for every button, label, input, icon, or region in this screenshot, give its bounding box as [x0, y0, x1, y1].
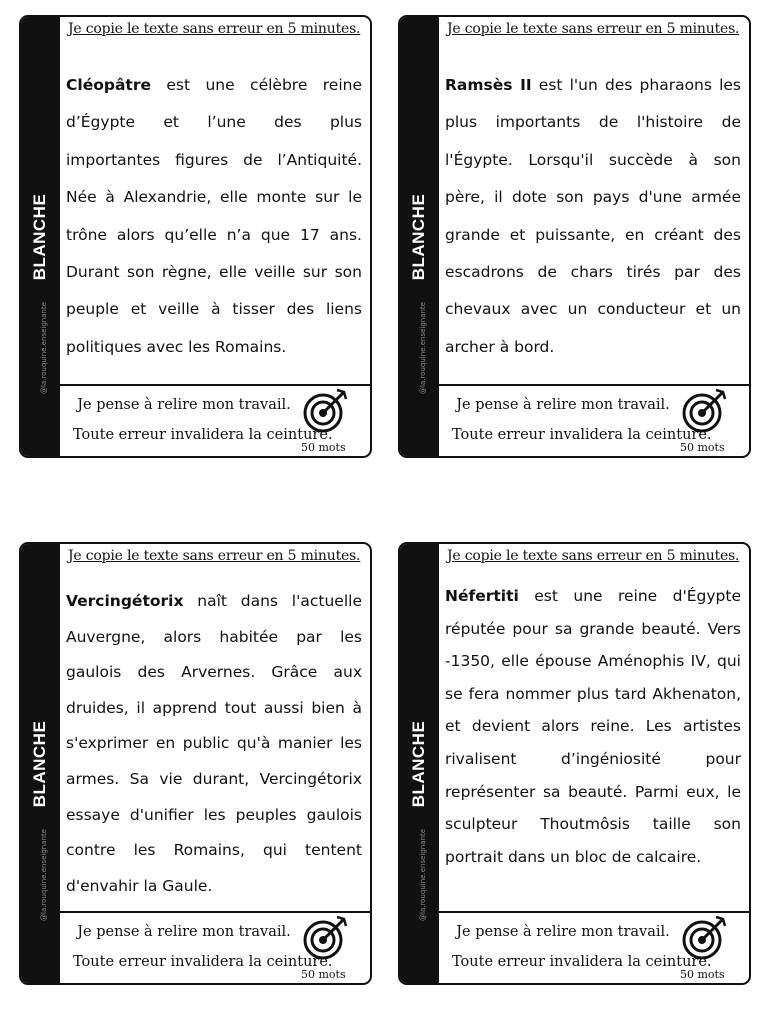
level-band — [21, 17, 60, 456]
reminder-line-2: Toute erreur invalidera la ceinture. — [73, 954, 333, 970]
card-title: Je copie le texte sans erreur en 5 minutes. — [68, 21, 361, 37]
card-text — [445, 67, 741, 366]
target-icon — [680, 387, 728, 435]
band-label: BLANCHE — [409, 193, 428, 280]
band-label: BLANCHE — [30, 720, 49, 807]
word-count: 50 mots — [301, 441, 346, 454]
reminder-line-1: Je pense à relire mon travail. — [77, 924, 291, 940]
reminder-line-1: Je pense à relire mon travail. — [77, 397, 291, 413]
subject-name: Vercingétorix — [66, 592, 184, 610]
word-count: 50 mots — [301, 968, 346, 981]
card-text — [66, 584, 362, 904]
reminder-line-2: Toute erreur invalidera la ceinture. — [452, 954, 712, 970]
card-nefertiti — [398, 542, 751, 985]
passage-text: naît dans l'actuelle Auvergne, alors habitée par les gaulois des Arvernes. Grâce aux druides, il apprend tout aussi bien à s'exprimer en public qu'à manier les armes. Sa vie durant, Vercingétorix essaye d'unifier les peuples gaulois contre les Romains, qui tentent d'envahir la Gaule. — [66, 592, 362, 895]
level-band — [400, 544, 439, 983]
card-text — [445, 580, 741, 873]
level-band — [400, 17, 439, 456]
reminder-line-2: Toute erreur invalidera la ceinture. — [73, 427, 333, 443]
level-band — [21, 544, 60, 983]
author-credit: @la.rouquine.enseignante — [419, 829, 427, 921]
author-credit: @la.rouquine.enseignante — [40, 829, 48, 921]
subject-name: Cléopâtre — [66, 76, 151, 94]
author-credit: @la.rouquine.enseignante — [419, 302, 427, 394]
passage-text: est l'un des pharaons les plus importants de l'histoire de l'Égypte. Lorsqu'il succède à son père, il dote son pays d'une armée grande et puissante, en créant des escadrons de chars tirés par des chevaux avec un conducteur et un archer à bord. — [445, 76, 741, 356]
subject-name: Néfertiti — [445, 587, 519, 605]
author-credit: @la.rouquine.enseignante — [40, 302, 48, 394]
card-ramses — [398, 15, 751, 458]
reminder-line-2: Toute erreur invalidera la ceinture. — [452, 427, 712, 443]
footer-divider — [60, 384, 370, 386]
passage-text: est une reine d'Égypte réputée pour sa grande beauté. Vers -1350, elle épouse Aménophis IV, qui se fera nommer plus tard Akhenaton, et devient alors reine. Les artistes rivalisent d’ingéniosité pour représenter sa beauté. Parmi eux, le sculpteur Thoutmôsis taille son portrait dans un bloc de calcaire. — [445, 587, 741, 866]
band-label: BLANCHE — [409, 720, 428, 807]
reminder-line-1: Je pense à relire mon travail. — [456, 924, 670, 940]
footer-divider — [439, 384, 749, 386]
card-text — [66, 67, 362, 366]
target-icon — [301, 387, 349, 435]
target-icon — [301, 914, 349, 962]
card-title: Je copie le texte sans erreur en 5 minutes. — [447, 21, 740, 37]
card-vercingetorix — [19, 542, 372, 985]
card-title: Je copie le texte sans erreur en 5 minutes. — [447, 548, 740, 564]
target-icon — [680, 914, 728, 962]
subject-name: Ramsès II — [445, 76, 532, 94]
word-count: 50 mots — [680, 441, 725, 454]
footer-divider — [439, 911, 749, 913]
card-title: Je copie le texte sans erreur en 5 minutes. — [68, 548, 361, 564]
card-cleopatre — [19, 15, 372, 458]
passage-text: est une célèbre reine d’Égypte et l’une des plus importantes figures de l’Antiquité. Née à Alexandrie, elle monte sur le trône alors qu’elle n’a que 17 ans. Durant son règne, elle veille sur son peuple et veille à tisser des liens politiques avec les Romains. — [66, 76, 362, 356]
word-count: 50 mots — [680, 968, 725, 981]
reminder-line-1: Je pense à relire mon travail. — [456, 397, 670, 413]
footer-divider — [60, 911, 370, 913]
band-label: BLANCHE — [30, 193, 49, 280]
